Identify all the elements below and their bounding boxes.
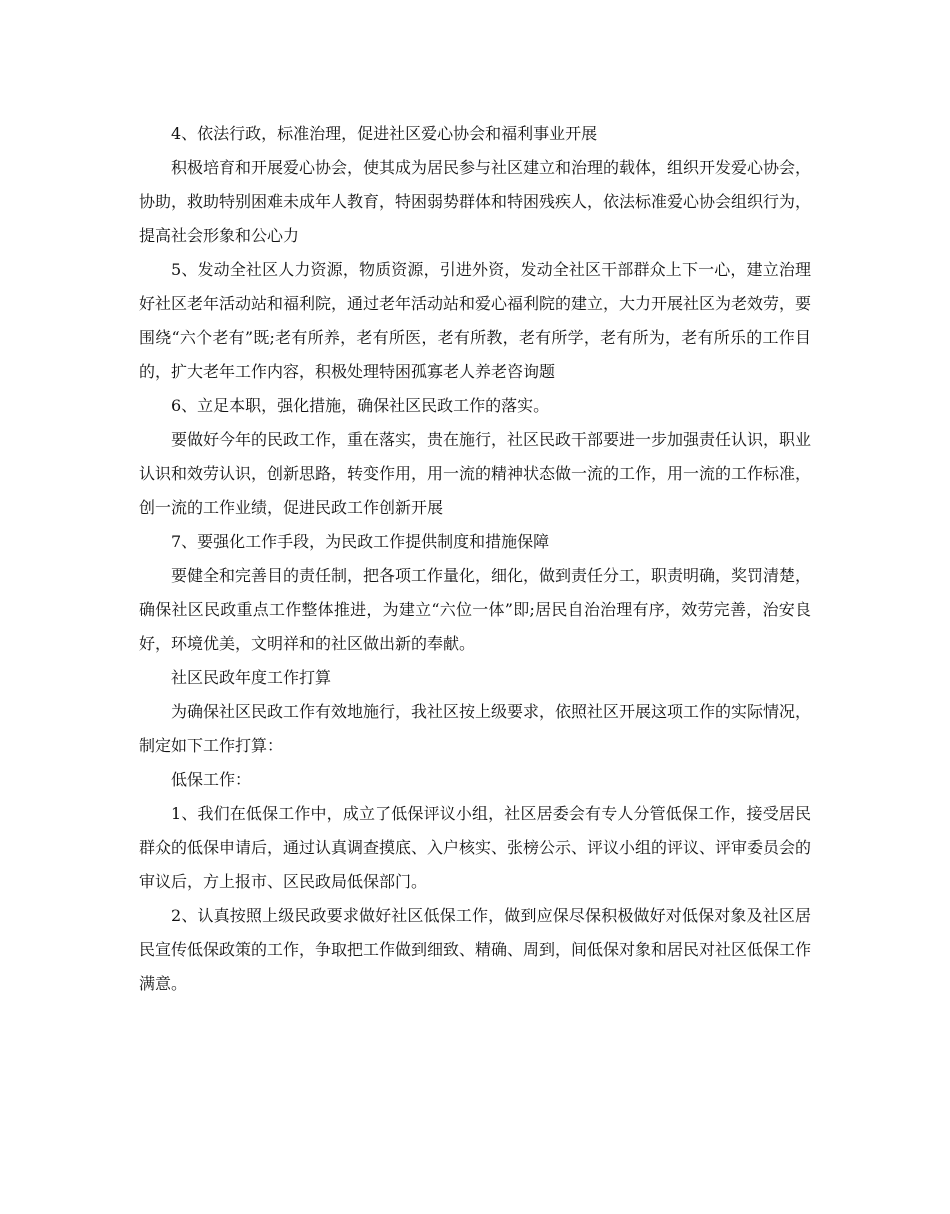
paragraph-item-6: 6、立足本职，强化措施，确保社区民政工作的落实。 [171, 396, 550, 415]
paragraph-plan-intro: 为确保社区民政工作有效地施行，我社区按上级要求，依照社区开展这项工作的实际情况，制定如下工作打算： [139, 702, 812, 755]
paragraph-item-4: 4、依法行政，标准治理，促进社区爱心协会和福利事业开展 [171, 124, 598, 143]
subheading-minimum-security: 低保工作： [171, 770, 252, 789]
paragraph-love-association: 积极培育和开展爱心协会，使其成为居民参与社区建立和治理的载体，组织开发爱心协会，协助，救助特别困难未成年人教育，特困弱势群体和特困残疾人，依法标准爱心协会组织行为，提高社会形象和公心力 [139, 158, 812, 245]
paragraph-item-5: 5、发动全社区人力资源，物质资源，引进外资，发动全社区干部群众上下一心，建立治理好社区老年活动站和福利院，通过老年活动站和爱心福利院的建立，大力开展社区为老效劳，要围绕“六个老有”既;老有所养，老有所医，老有所教，老有所学，老有所为，老有所乐的工作目的，扩大老年工作内容，积极处理特困孤寡老人养老咨询题 [139, 260, 812, 381]
paragraph-responsibility-system: 要健全和完善目的责任制，把各项工作量化，细化，做到责任分工，职责明确，奖罚清楚，确保社区民政重点工作整体推进，为建立“六位一体”即;居民自治治理有序，效劳完善，治安良好，环境优美，文明祥和的社区做出新的奉献。 [139, 566, 812, 653]
section-heading-annual-plan: 社区民政年度工作打算 [171, 668, 332, 687]
paragraph-minimum-security-1: 1、我们在低保工作中，成立了低保评议小组，社区居委会有专人分管低保工作，接受居民群众的低保申请后，通过认真调查摸底、入户核实、张榜公示、评议小组的评议、评审委员会的审议后，方上报市、区民政局低保部门。 [139, 804, 812, 891]
document-body [139, 117, 811, 1001]
paragraph-item-7: 7、要强化工作手段，为民政工作提供制度和措施保障 [171, 532, 550, 551]
paragraph-civil-affairs-work: 要做好今年的民政工作，重在落实，贵在施行，社区民政干部要进一步加强责任认识，职业认识和效劳认识，创新思路，转变作用，用一流的精神状态做一流的工作，用一流的工作标准，创一流的工作业绩，促进民政工作创新开展 [139, 430, 812, 517]
paragraph-minimum-security-2: 2、认真按照上级民政要求做好社区低保工作，做到应保尽保积极做好对低保对象及社区居民宣传低保政策的工作，争取把工作做到细致、精确、周到，间低保对象和居民对社区低保工作满意。 [139, 906, 812, 993]
